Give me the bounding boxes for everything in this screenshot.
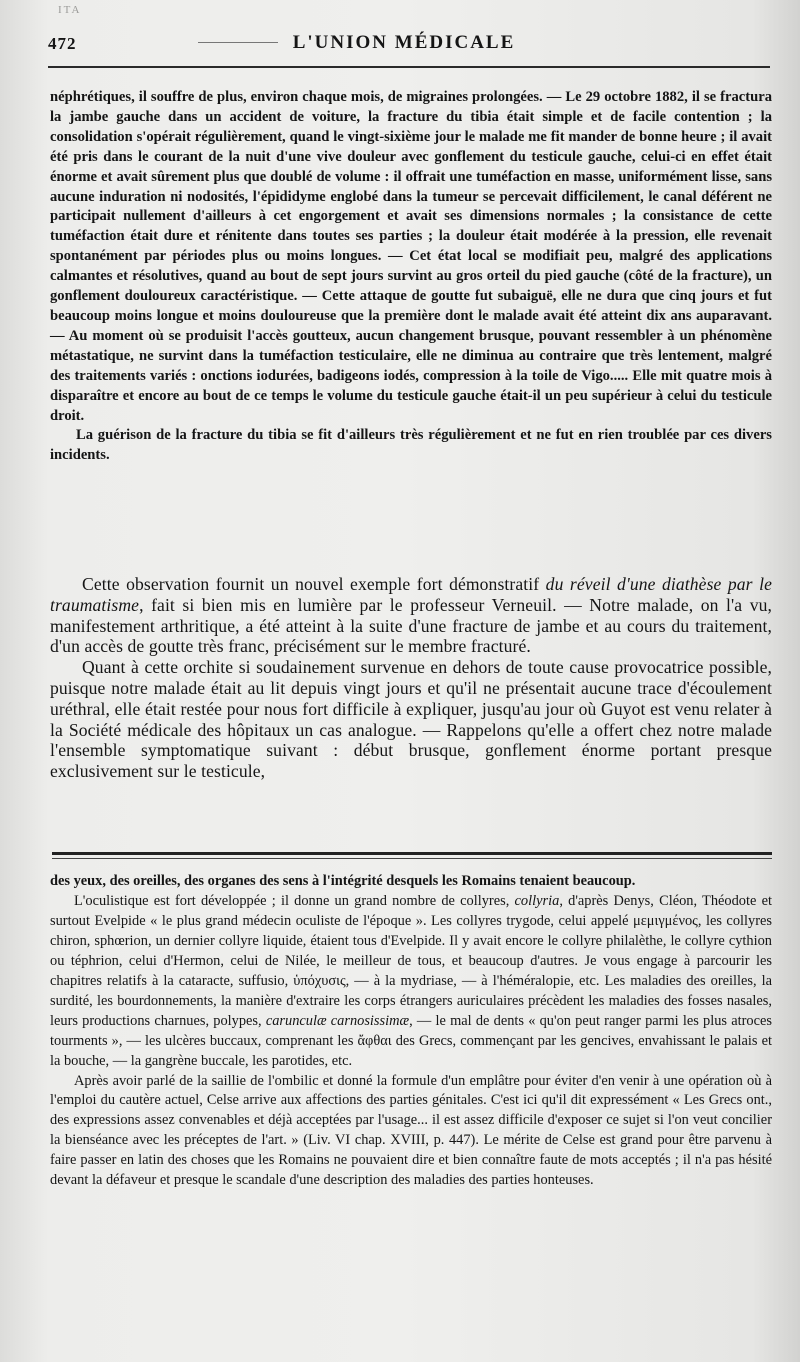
feuilleton-text: L'oculistique est fort développée ; il donne un grand nombre de collyres, <box>74 892 515 909</box>
commentary-text: Cette observation fournit un nouvel exemple fort démonstratif <box>82 574 546 594</box>
feuilleton-paragraph-1 <box>50 892 772 1072</box>
commentary-paragraph-2: Quant à cette orchite si soudainement survenue en dehors de toute cause provocatrice possible, puisque notre malade était au lit depuis vingt jours et qu'il ne présentait aucune trace d'écoulement uréthral, elle était restée pour nous fort difficile à expliquer, jusqu'au jour où Guyot est venu relater à la Société médicale des hôpitaux un cas analogue. — Rappelons qu'elle a offert chez notre malade l'ensemble symptomatique suivant : début brusque, gonflement énorme portant presque exclusivement sur le testicule, <box>50 657 772 782</box>
feuilleton-italic: collyria <box>514 892 560 909</box>
commentary-block <box>50 574 772 782</box>
feuilleton-rule-thin <box>52 858 772 859</box>
corner-mark: ITA <box>58 4 82 16</box>
feuilleton-rule-thick <box>52 852 772 855</box>
observation-paragraph-1: néphrétiques, il souffre de plus, environ chaque mois, de migraines prolongées. — Le 29 octobre 1882, il se fractura la jambe gauche dans un accident de voiture, la fracture du tibia était simple et de facile contention ; la consolidation s'opérait régulièrement, quand le vingt-sixième jour le malade me fit mander de bonne heure ; il avait été pris dans le courant de la nuit d'une vive douleur avec gonflement du testicule gauche, celui-ci en effet était énorme et avait sûrement plus que doublé de volume : il offrait une tuméfaction en masse, uniformément lisse, sans aucune induration ni nodosités, l'épididyme englobé dans la tumeur se percevait difficilement, le canal déférent ne participait nullement d'ailleurs à cet engorgement et avait ses dimensions normales ; la consistance de cette tuméfaction était dure et rénitente dans toutes ses parties ; la douleur était modérée à la pression, elle revenait spontanément par périodes plus ou moins longues. — Cet état local se modifiait peu, malgré des applications calmantes et résolutives, quand au bout de sept jours survint au gros orteil du pied gauche (côté de la fracture), un gonflement douloureux caractéristique. — Cette attaque de goutte fut subaiguë, elle ne dura que cinq jours et fut beaucoup moins longue et moins douloureuse que la première dont le malade avait été atteint dix ans auparavant. — Au moment où se produisit l'accès goutteux, aucun changement brusque, pouvant ressembler à un phénomène métastatique, ne survint dans la tuméfaction testiculaire, elle ne diminua au contraire que très lentement, malgré des traitements variés : onctions iodurées, badigeons iodés, compression à la toile de Vigo..... Elle mit quatre mois à disparaître et encore au bout de ce temps le volume du testicule gauche était-il un peu supérieur à celui du testicule droit. <box>50 89 772 424</box>
page-header <box>48 28 760 68</box>
header-rule <box>48 66 770 68</box>
feuilleton-paragraph-0: des yeux, des oreilles, des organes des sens à l'intégrité desquels les Romains tenaient beaucoup. <box>50 873 636 889</box>
commentary-text: , fait si bien mis en lumière par le professeur Verneuil. — Notre malade, on l'a vu, manifestement arthritique, a été atteint à la suite d'une fracture de jambe et au cours du traitement, d'un accès de goutte très franc, précisément sur le membre fracturé. <box>50 594 772 657</box>
observation-block <box>50 88 772 466</box>
commentary-italic: du réveil d'une diathèse par le traumatisme <box>50 574 773 615</box>
feuilleton-text: , d'après Denys, Cléon, Théodote et surtout Evelpide « le plus grand médecin oculiste de l'époque ». Les collyres trygode, celui appelé μεμιγμένος, les collyres chiron, sphœrion, un dernier collyre liquide, étaient tous d'Evelpide. Il y avait encore le collyre philalèthe, le collyre cythion ou téphrion, celui d'Hermon, celui de Nilée, le meilleur de tous, et beaucoup d'autres. Je vous engage à parcourir les chapitres relatifs à la cataracte, suffusio, ὑπόχυσις, — à la mydriase, — à l'héméralopie, etc. Les maladies des oreilles, la surdité, les bourdonnements, la manière d'extraire les corps étrangers auriculaires précèdent les maladies des fosses nasales, leurs productions charnues, polypes, <box>50 892 772 1029</box>
commentary-paragraph-1 <box>50 574 772 657</box>
feuilleton-block <box>50 872 772 1191</box>
observation-paragraph-2: La guérison de la fracture du tibia se fit d'ailleurs très régulièrement et ne fut en rien troublée par ces divers incidents. <box>50 427 772 464</box>
feuilleton-paragraph-2: Après avoir parlé de la saillie de l'ombilic et donné la formule d'un emplâtre pour éviter d'en venir à une opération où à l'emploi du cautère actuel, Celse arrive aux affections des parties génitales. C'est ici qu'il dit expressément « Les Grecs ont., des expressions assez convenables et déjà acceptées par l'usage... il est assez difficile d'exposer ce sujet si l'on veut concilier la bienséance avec les préceptes de l'art. » (Liv. VI chap. XVIII, p. 447). Le mérite de Celse est grand pour être parvenu à faire passer en latin des choses que les Romains ne pouvaient dire et bien connaître faute de mots acceptés ; il n'a pas hésité devant la défaveur et presque le scandale d'une description des maladies des parties honteuses. <box>50 1072 772 1189</box>
feuilleton-text: , — le mal de dents « qu'on peut ranger parmi les plus atroces tourments », — les ulcères buccaux, comprenant les ἄφθαι des Grecs, commençant par les gencives, envahissant le palais et la bouche, — la gangrène buccale, les parotides, etc. <box>50 1012 772 1069</box>
feuilleton-italic: carunculæ carnosissimæ <box>265 1012 410 1029</box>
page-number: 472 <box>48 34 77 53</box>
running-title: L'UNION MÉDICALE <box>292 32 516 53</box>
